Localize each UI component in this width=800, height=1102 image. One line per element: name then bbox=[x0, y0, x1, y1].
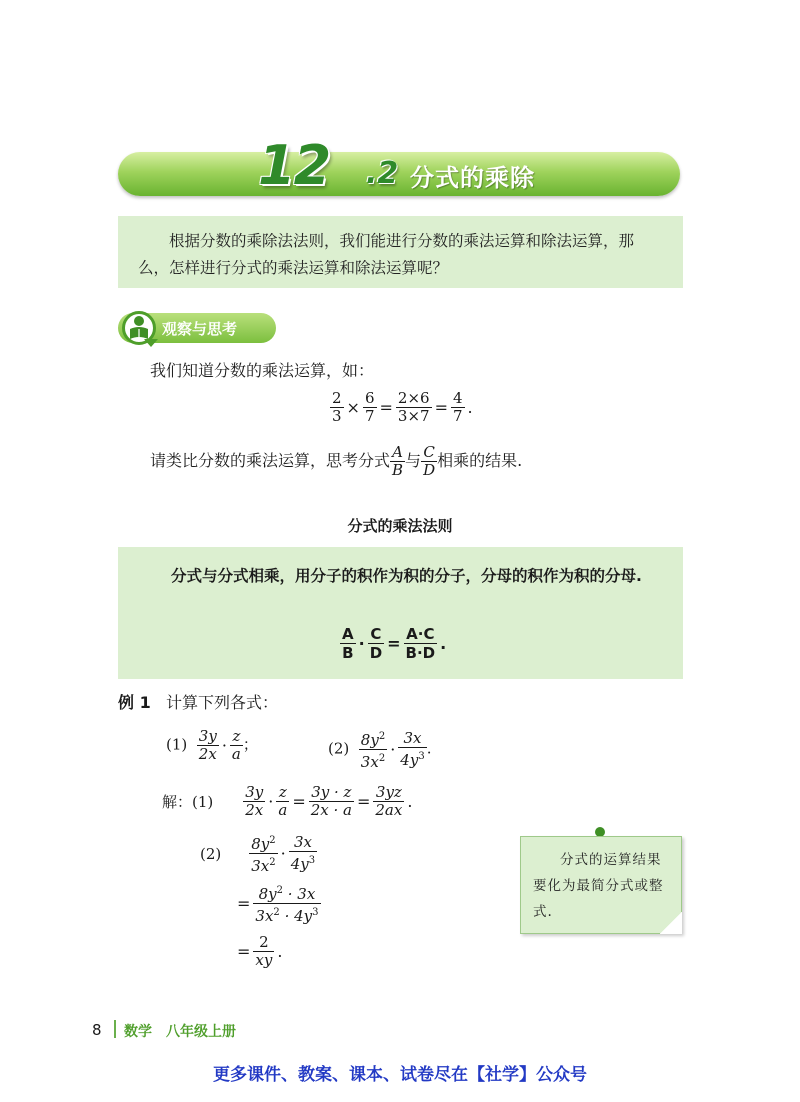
section-title: 分式的乘除 bbox=[410, 164, 535, 192]
page-number: 8 bbox=[92, 1021, 102, 1039]
solution-2-step-3: = $\frac{2}{xy}$ . bbox=[237, 933, 283, 969]
example-label: 例 1 bbox=[118, 693, 151, 712]
tip-note-text: 分式的运算结果要化为最简分式或整式. bbox=[533, 852, 664, 920]
rule-formula: $\frac{A}{B}$ · $\frac{C}{D}$ = $\frac{A\cdot C}{B\cdot D}$ . bbox=[342, 625, 447, 662]
footer-divider bbox=[114, 1020, 116, 1038]
example-prompt: 计算下列各式： bbox=[165, 693, 278, 712]
intro-box bbox=[118, 216, 683, 288]
solution-1: 解：(1) $\frac{3y}{2x}$ · $\frac{z}{a}$ = $\frac{3y \cdot z}{2x \cdot a}$ = $\frac{3yz}{2ax}$ . bbox=[162, 783, 413, 819]
section-number: 12 bbox=[258, 134, 330, 197]
rule-text: 分式与分式相乘，用分子的积作为积的分子，分母的积作为积的分母. bbox=[171, 567, 642, 585]
rule-box bbox=[118, 547, 683, 679]
observe-line-1: 我们知道分数的乘法运算，如： bbox=[150, 361, 375, 380]
promo-text: 更多课件、教案、课本、试卷尽在【社学】公众号 bbox=[213, 1065, 587, 1085]
problem-1: (1) $\frac{3y}{2x}$ · $\frac{z}{a}$ ； bbox=[166, 727, 258, 763]
solution-2-step-2: = $\frac{8y^2 \cdot 3x}{3x^2 \cdot 4y^3}$ bbox=[234, 882, 321, 925]
tip-note bbox=[520, 836, 682, 934]
solution-2-step-1: (2) $\frac{8y^2}{3x^2}$ · $\frac{3x}{4y^3}$ bbox=[200, 833, 316, 875]
observe-think-header bbox=[118, 313, 276, 343]
observe-line-2: 请类比分数的乘法运算，思考分式 $\frac{A}{B}$ 与 $\frac{C}{D}$ 相乘的结果. bbox=[150, 443, 523, 479]
section-banner bbox=[118, 134, 680, 197]
observe-pill-tail bbox=[144, 339, 158, 347]
page-curl bbox=[660, 912, 682, 934]
example-header bbox=[118, 692, 278, 714]
section-sub-number: .2 bbox=[366, 156, 399, 191]
intro-text: 根据分数的乘除法法则，我们能进行分数的乘法运算和除法运算，那么，怎样进行分式的乘法运算和除法运算呢？ bbox=[138, 232, 635, 277]
problem-2: (2) $\frac{8y^2}{3x^2}$ · $\frac{3x}{4y^3}$ . bbox=[328, 729, 432, 771]
observe-think-label: 观察与思考 bbox=[162, 320, 238, 338]
observe-fraction-example: $\frac{2}{3}$ × $\frac{6}{7}$ = $\frac{2\times 6}{3\times 7}$ = $\frac{4}{7}$ . bbox=[332, 389, 473, 425]
rule-heading: 分式的乘法法则 bbox=[347, 517, 453, 535]
book-title: 数学 八年级上册 bbox=[124, 1024, 236, 1040]
